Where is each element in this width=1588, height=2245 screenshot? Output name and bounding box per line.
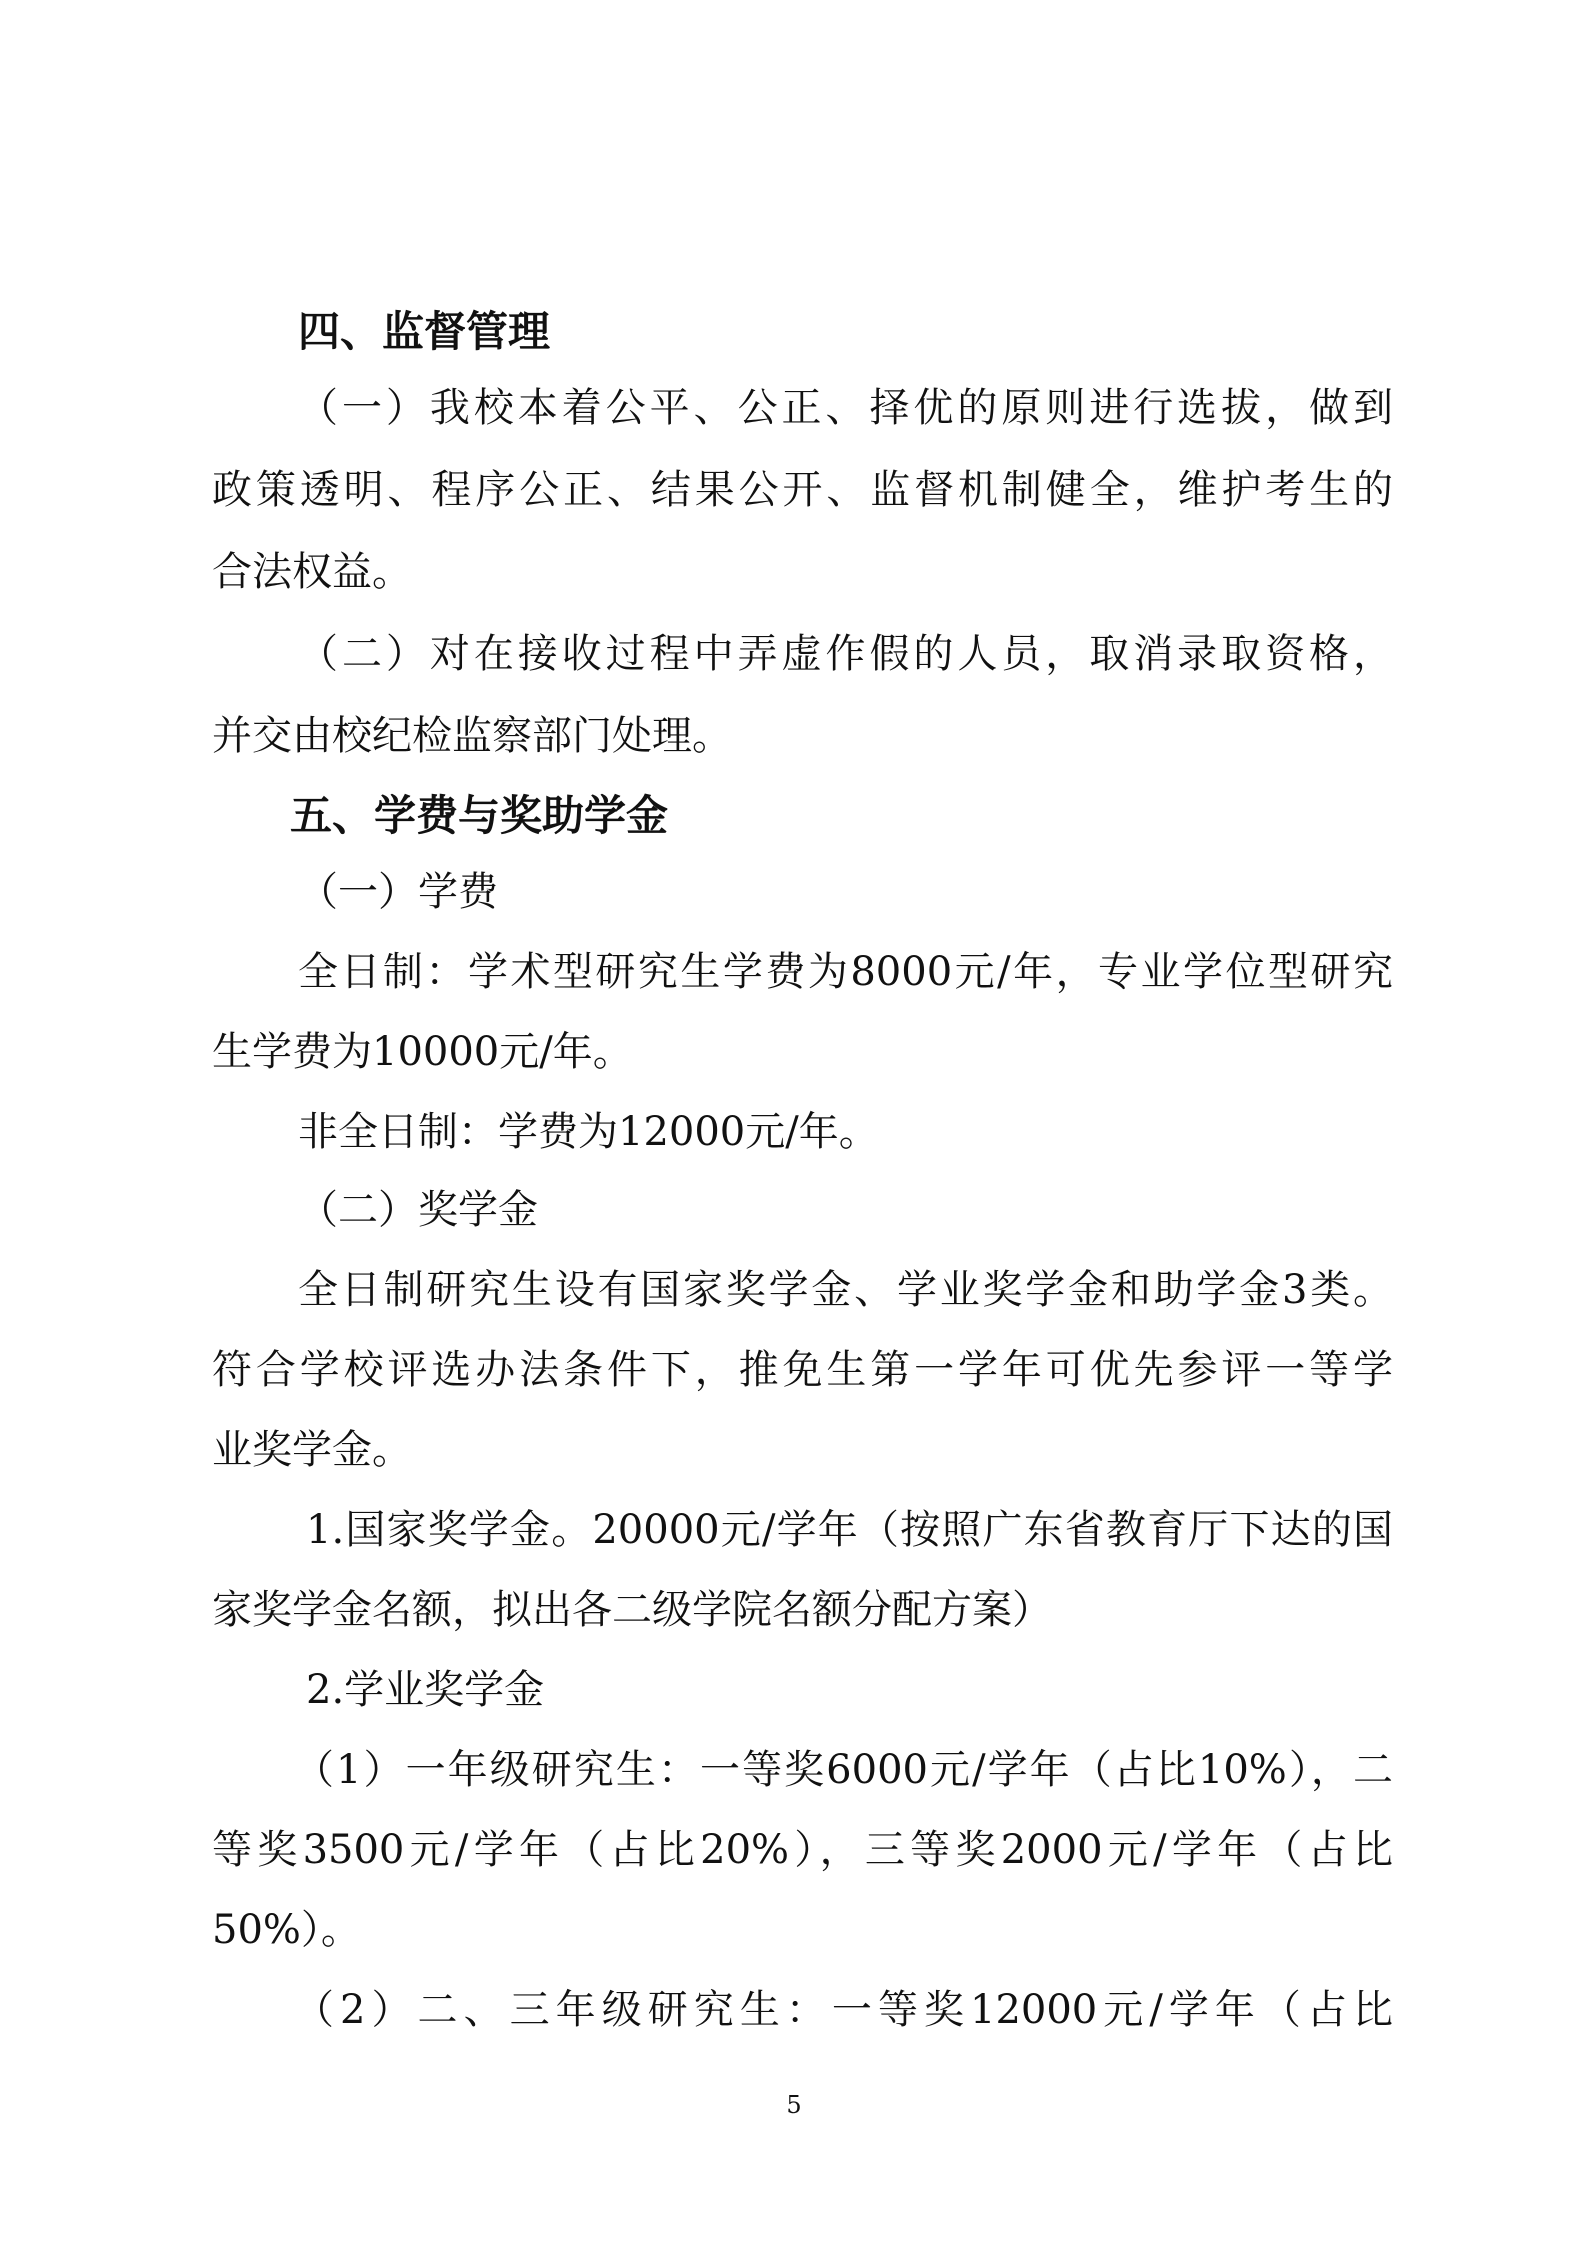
section-heading-supervision: 四、监督管理: [298, 307, 551, 356]
paragraph-line: 符合学校评选办法条件下，推免生第一学年可优先参评一等学: [212, 1347, 1393, 1393]
paragraph-line: 生学费为10000元/年。: [212, 1029, 633, 1075]
paragraph-line: （二）对在接收过程中弄虚作假的人员，取消录取资格，: [298, 631, 1393, 677]
paragraph-line: 非全日制：学费为12000元/年。: [298, 1109, 879, 1155]
paragraph-line: （2）二、三年级研究生：一等奖12000元/学年（占比: [294, 1987, 1393, 2033]
paragraph-line: （一）我校本着公平、公正、择优的原则进行选拔，做到: [298, 385, 1393, 431]
paragraph-line: 1.国家奖学金。20000元/学年（按照广东省教育厅下达的国: [306, 1507, 1393, 1553]
subheading-scholarship: （二）奖学金: [298, 1187, 538, 1233]
subheading-academic-scholarship: 2.学业奖学金: [306, 1667, 545, 1713]
paragraph-line: 全日制：学术型研究生学费为8000元/年，专业学位型研究: [298, 949, 1393, 995]
paragraph-line: 合法权益。: [212, 549, 412, 595]
paragraph-line: 全日制研究生设有国家奖学金、学业奖学金和助学金3类。: [298, 1267, 1393, 1313]
subheading-tuition: （一）学费: [298, 869, 498, 915]
paragraph-line: 政策透明、程序公正、结果公开、监督机制健全，维护考生的: [212, 467, 1393, 513]
paragraph-line: 并交由校纪检监察部门处理。: [212, 713, 732, 759]
paragraph-line: 等奖3500元/学年（占比20%），三等奖2000元/学年（占比: [212, 1827, 1393, 1873]
section-heading-tuition: 五、学费与奖助学金: [290, 791, 669, 840]
paragraph-line: 家奖学金名额，拟出各二级学院名额分配方案）: [212, 1587, 1052, 1633]
paragraph-line: 业奖学金。: [212, 1427, 412, 1473]
page-number: 5: [786, 2091, 802, 2119]
paragraph-line: 50%）。: [212, 1907, 361, 1953]
paragraph-line: （1）一年级研究生：一等奖6000元/学年（占比10%），二: [294, 1747, 1393, 1793]
